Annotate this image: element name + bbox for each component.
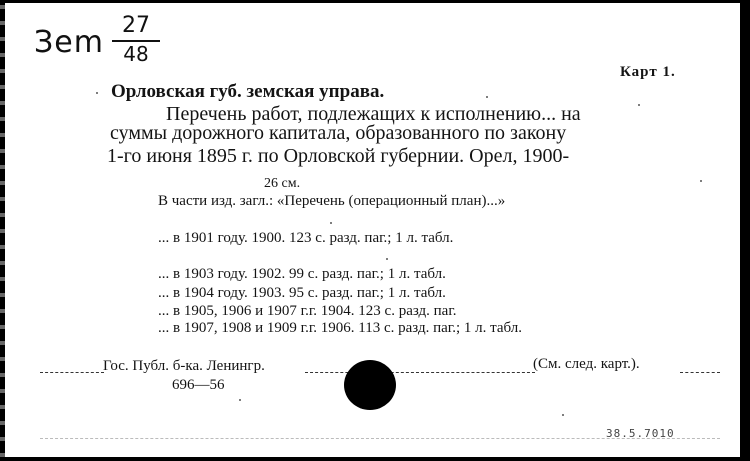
title-line-3: 1-го июня 1895 г. по Орловской губернии. Орел, 1900- — [107, 145, 570, 167]
title-line-1: Перечень работ, подлежащих к исполнению... на — [166, 103, 581, 125]
scan-speck — [330, 222, 332, 224]
scan-speck — [386, 258, 388, 260]
scan-edge-right — [740, 0, 750, 461]
scan-speck — [96, 92, 98, 94]
part-title-note: В части изд. загл.: «Перечень (операционный план)...» — [158, 193, 506, 209]
holding-line: ... в 1901 году. 1900. 123 с. разд. паг.; 1 л. табл. — [158, 230, 454, 246]
holding-line: ... в 1905, 1906 и 1907 г.г. 1904. 123 с. разд. паг. — [158, 303, 457, 319]
heading-author: Орловская губ. земская управа. — [111, 81, 385, 102]
scan-speck — [239, 399, 241, 401]
holding-line: ... в 1903 году. 1902. 99 с. разд. паг.; 1 л. табл. — [158, 266, 446, 282]
dashed-rule — [305, 372, 535, 373]
holding-line: ... в 1904 году. 1903. 95 с. разд. паг.; 1 л. табл. — [158, 285, 446, 301]
scan-speck — [486, 96, 488, 98]
dashed-rule — [680, 372, 720, 373]
scan-speck — [700, 180, 702, 182]
size-note: 26 см. — [264, 176, 301, 191]
card-number-label: Карт 1. — [620, 64, 676, 80]
handwritten-prefix: Зem — [34, 25, 104, 60]
handwritten-denominator: 48 — [123, 42, 149, 66]
scan-edge-top — [0, 0, 750, 3]
inventory-stamp: 38.5.7010 — [606, 427, 675, 440]
scan-edge-bottom — [0, 457, 750, 461]
punch-hole — [344, 360, 396, 410]
holding-line: ... в 1907, 1908 и 1909 г.г. 1906. 113 с. разд. паг.; 1 л. табл. — [158, 320, 523, 336]
shelfmark: 696—56 — [172, 377, 225, 393]
scan-speck — [638, 104, 640, 106]
library-name: Гос. Публ. б-ка. Ленингр. — [103, 358, 265, 374]
handwritten-numerator: 27 — [122, 13, 150, 38]
scan-speck — [562, 414, 564, 416]
scan-edge-left — [0, 0, 5, 461]
dashed-rule — [40, 372, 104, 373]
title-line-2: суммы дорожного капитала, образованного по закону — [110, 122, 567, 144]
see-next-card-note: (См. след. карт.). — [533, 356, 640, 372]
